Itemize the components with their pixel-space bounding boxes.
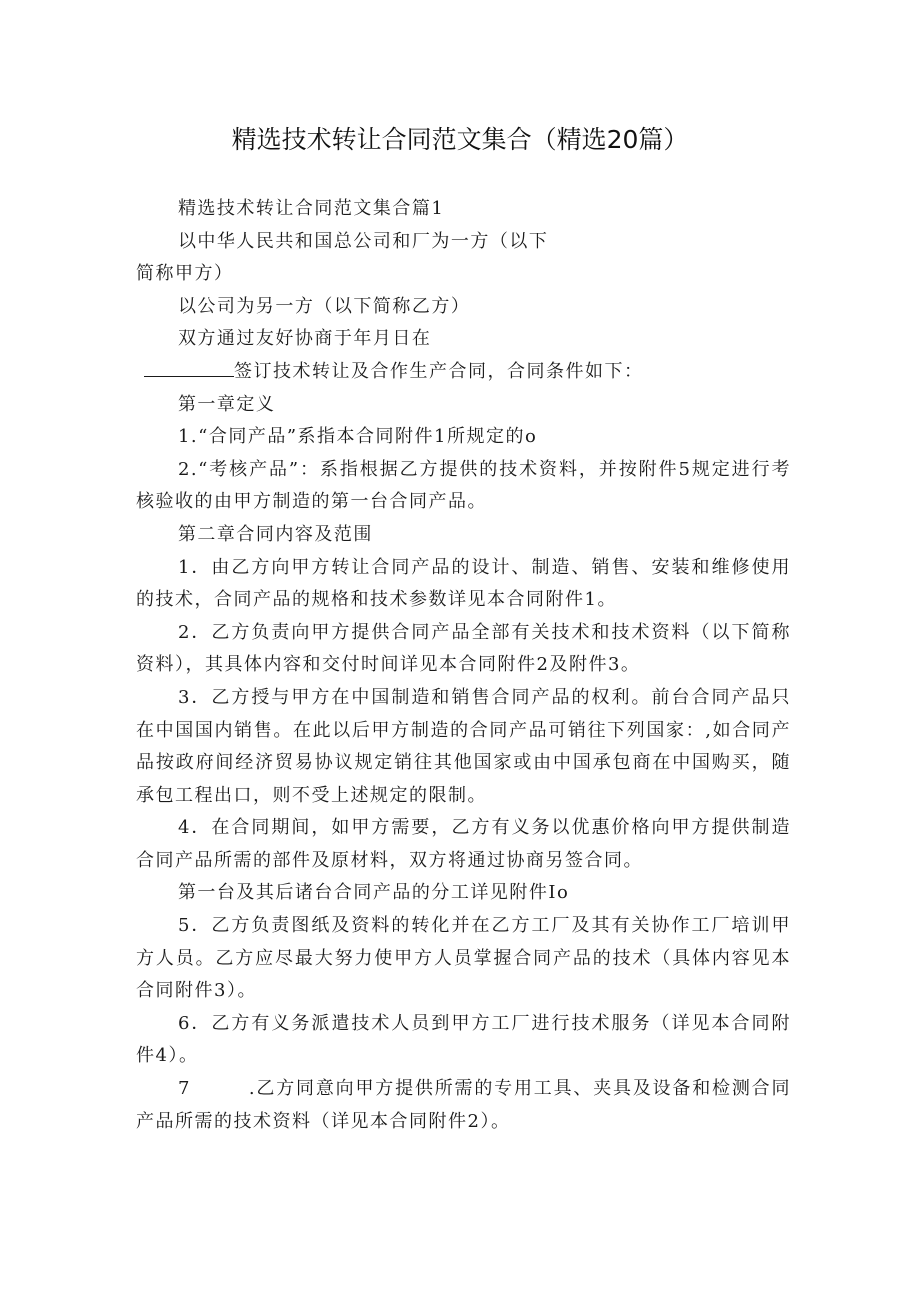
section-heading: 精选技术转让合同范文集合篇1 (177, 198, 445, 219)
paragraph: 1．由乙方向甲方转让合同产品的设计、制造、销售、安装和维修使用的技术，合同产品的规格和技术参数详见本合同附件1。 (136, 556, 791, 611)
paragraph: 双方通过友好协商于年月日在 (177, 328, 432, 350)
paragraph: 以中华人民共和国总公司和厂为一方（以下 (177, 230, 549, 252)
item-number: 7 (177, 1078, 191, 1100)
paragraph-with-blank (136, 356, 791, 389)
paragraph: 4．在合同期间，如甲方需要，乙方有义务以优惠价格向甲方提供制造合同产品所需的部件及原材料，双方将通过协商另签合同。 (136, 817, 791, 871)
paragraph-text: 签订技术转让及合作生产合同，合同条件如下： (234, 360, 644, 382)
paragraph-text: .乙方同意向甲方提供所需的专用工具、夹具及设备和检测合同产品所需的技术资料（详见本合同附件2）。 (136, 1078, 791, 1132)
fill-in-blank (144, 362, 234, 377)
paragraph: 6．乙方有义务派遣技术人员到甲方工厂进行技术服务（详见本合同附件4）。 (136, 1012, 791, 1067)
paragraph: 简称甲方） (136, 263, 234, 285)
paragraph: 以公司为另一方（以下简称乙方） (177, 295, 471, 317)
chapter-heading: 第二章合同内容及范围 (177, 523, 373, 545)
paragraph: 5．乙方负责图纸及资料的转化并在乙方工厂及其有关协作工厂培训甲方人员。乙方应尽最大努力使甲方人员掌握合同产品的技术（具体内容见本合同附件3）。 (136, 915, 791, 1002)
paragraph: 第一台及其后诸台合同产品的分工详见附件Io (177, 882, 570, 904)
paragraph: 2．乙方负责向甲方提供合同产品全部有关技术和技术资料（以下简称资料），其具体内容和交付时间详见本合同附件2及附件3。 (136, 621, 791, 676)
document-title: 精选技术转让合同范文集合（精选20篇） (231, 125, 689, 154)
paragraph: 2.“考核产品”：系指根据乙方提供的技术资料，并按附件5规定进行考核验收的由甲方制造的第一台合同产品。 (136, 458, 791, 513)
paragraph-numbered (136, 1073, 791, 1138)
chapter-heading: 第一章定义 (177, 393, 276, 415)
paragraph: 3．乙方授与甲方在中国制造和销售合同产品的权利。前台合同产品只在中国国内销售。在此以后甲方制造的合同产品可销往下列国家：,如合同产品按政府间经济贸易协议规定销往其他国家或由中国承包商在中国购买，随承包工程出口，则不受上述规定的限制。 (136, 686, 791, 806)
paragraph: 1.“合同产品”系指本合同附件1所规定的o (177, 426, 538, 448)
document-body (136, 193, 791, 1138)
